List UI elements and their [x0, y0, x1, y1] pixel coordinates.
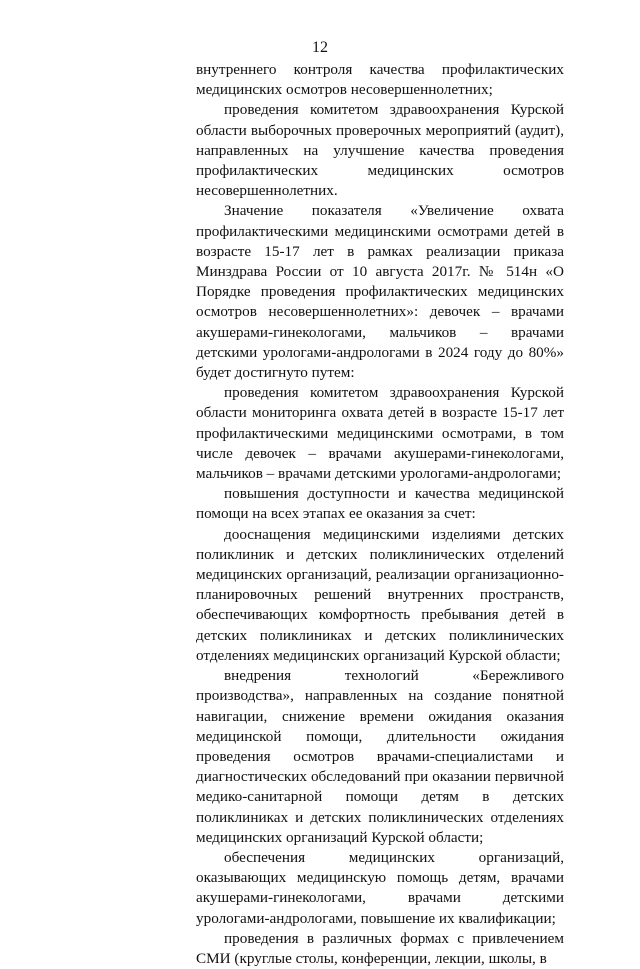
page-number: 12 — [312, 39, 328, 56]
paragraph-internal-control: внутреннего контроля качества профилактических медицинских осмотров несовершеннолетних; — [196, 61, 564, 99]
document-body — [196, 60, 564, 969]
paragraph-audit: проведения комитетом здравоохранения Курской области выборочных проверочных мероприятий (аудит), направленных на улучшение качества проведения профилактических медицинских осмотров несовершеннолетних. — [196, 101, 564, 200]
paragraph-staffing: обеспечения медицинских организаций, оказывающих медицинскую помощь детям, врачами акушерами-гинекологами, врачами детскими урологами-андрологами, повышение их квалификации; — [196, 848, 564, 927]
paragraph-indicator: Значение показателя «Увеличение охвата профилактическими медицинскими осмотрами детей в возрасте 15-17 лет в рамках реализации приказа Минздрава России от 10 августа 2017г. № 514н «О Порядке проведения профилактических медицинских осмотров несовершеннолетних»: девочек – врачами акушерами-гинекологами, мальчиков – врачами детскими урологами-андрологами в 2024 году до 80%» будет достигнуто путем: — [196, 202, 564, 382]
paragraph-monitoring: проведения комитетом здравоохранения Курской области мониторинга охвата детей в возрасте 15-17 лет профилактическими медицинскими осмотрами, в том числе девочек – врачами акушерами-гинекологами, мальчиков – врачами детскими урологами-андрологами; — [196, 384, 564, 483]
paragraph-media: проведения в различных формах с привлечением СМИ (круглые столы, конференции, лекции, школы, в — [196, 929, 564, 967]
paragraph-equipment: дооснащения медицинскими изделиями детских поликлиник и детских поликлинических отделений медицинских организаций, реализации организационно-планировочных решений внутренних пространств, обеспечивающих комфортность пребывания детей в детских поликлиниках и детских поликлинических отделениях медицинских организаций Курской области; — [196, 525, 564, 664]
paragraph-accessibility: повышения доступности и качества медицинской помощи на всех этапах ее оказания за счет: — [196, 485, 564, 523]
paragraph-lean-production: внедрения технологий «Бережливого производства», направленных на создание понятной навигации, снижение времени ожидания оказания медицинской помощи, длительности ожидания проведения осмотров врачами-специалистами и диагностических обследований при оказании первичной медико-санитарной помощи детям в детских поликлиниках и детских поликлинических отделениях медицинских организаций Курской области; — [196, 667, 564, 846]
